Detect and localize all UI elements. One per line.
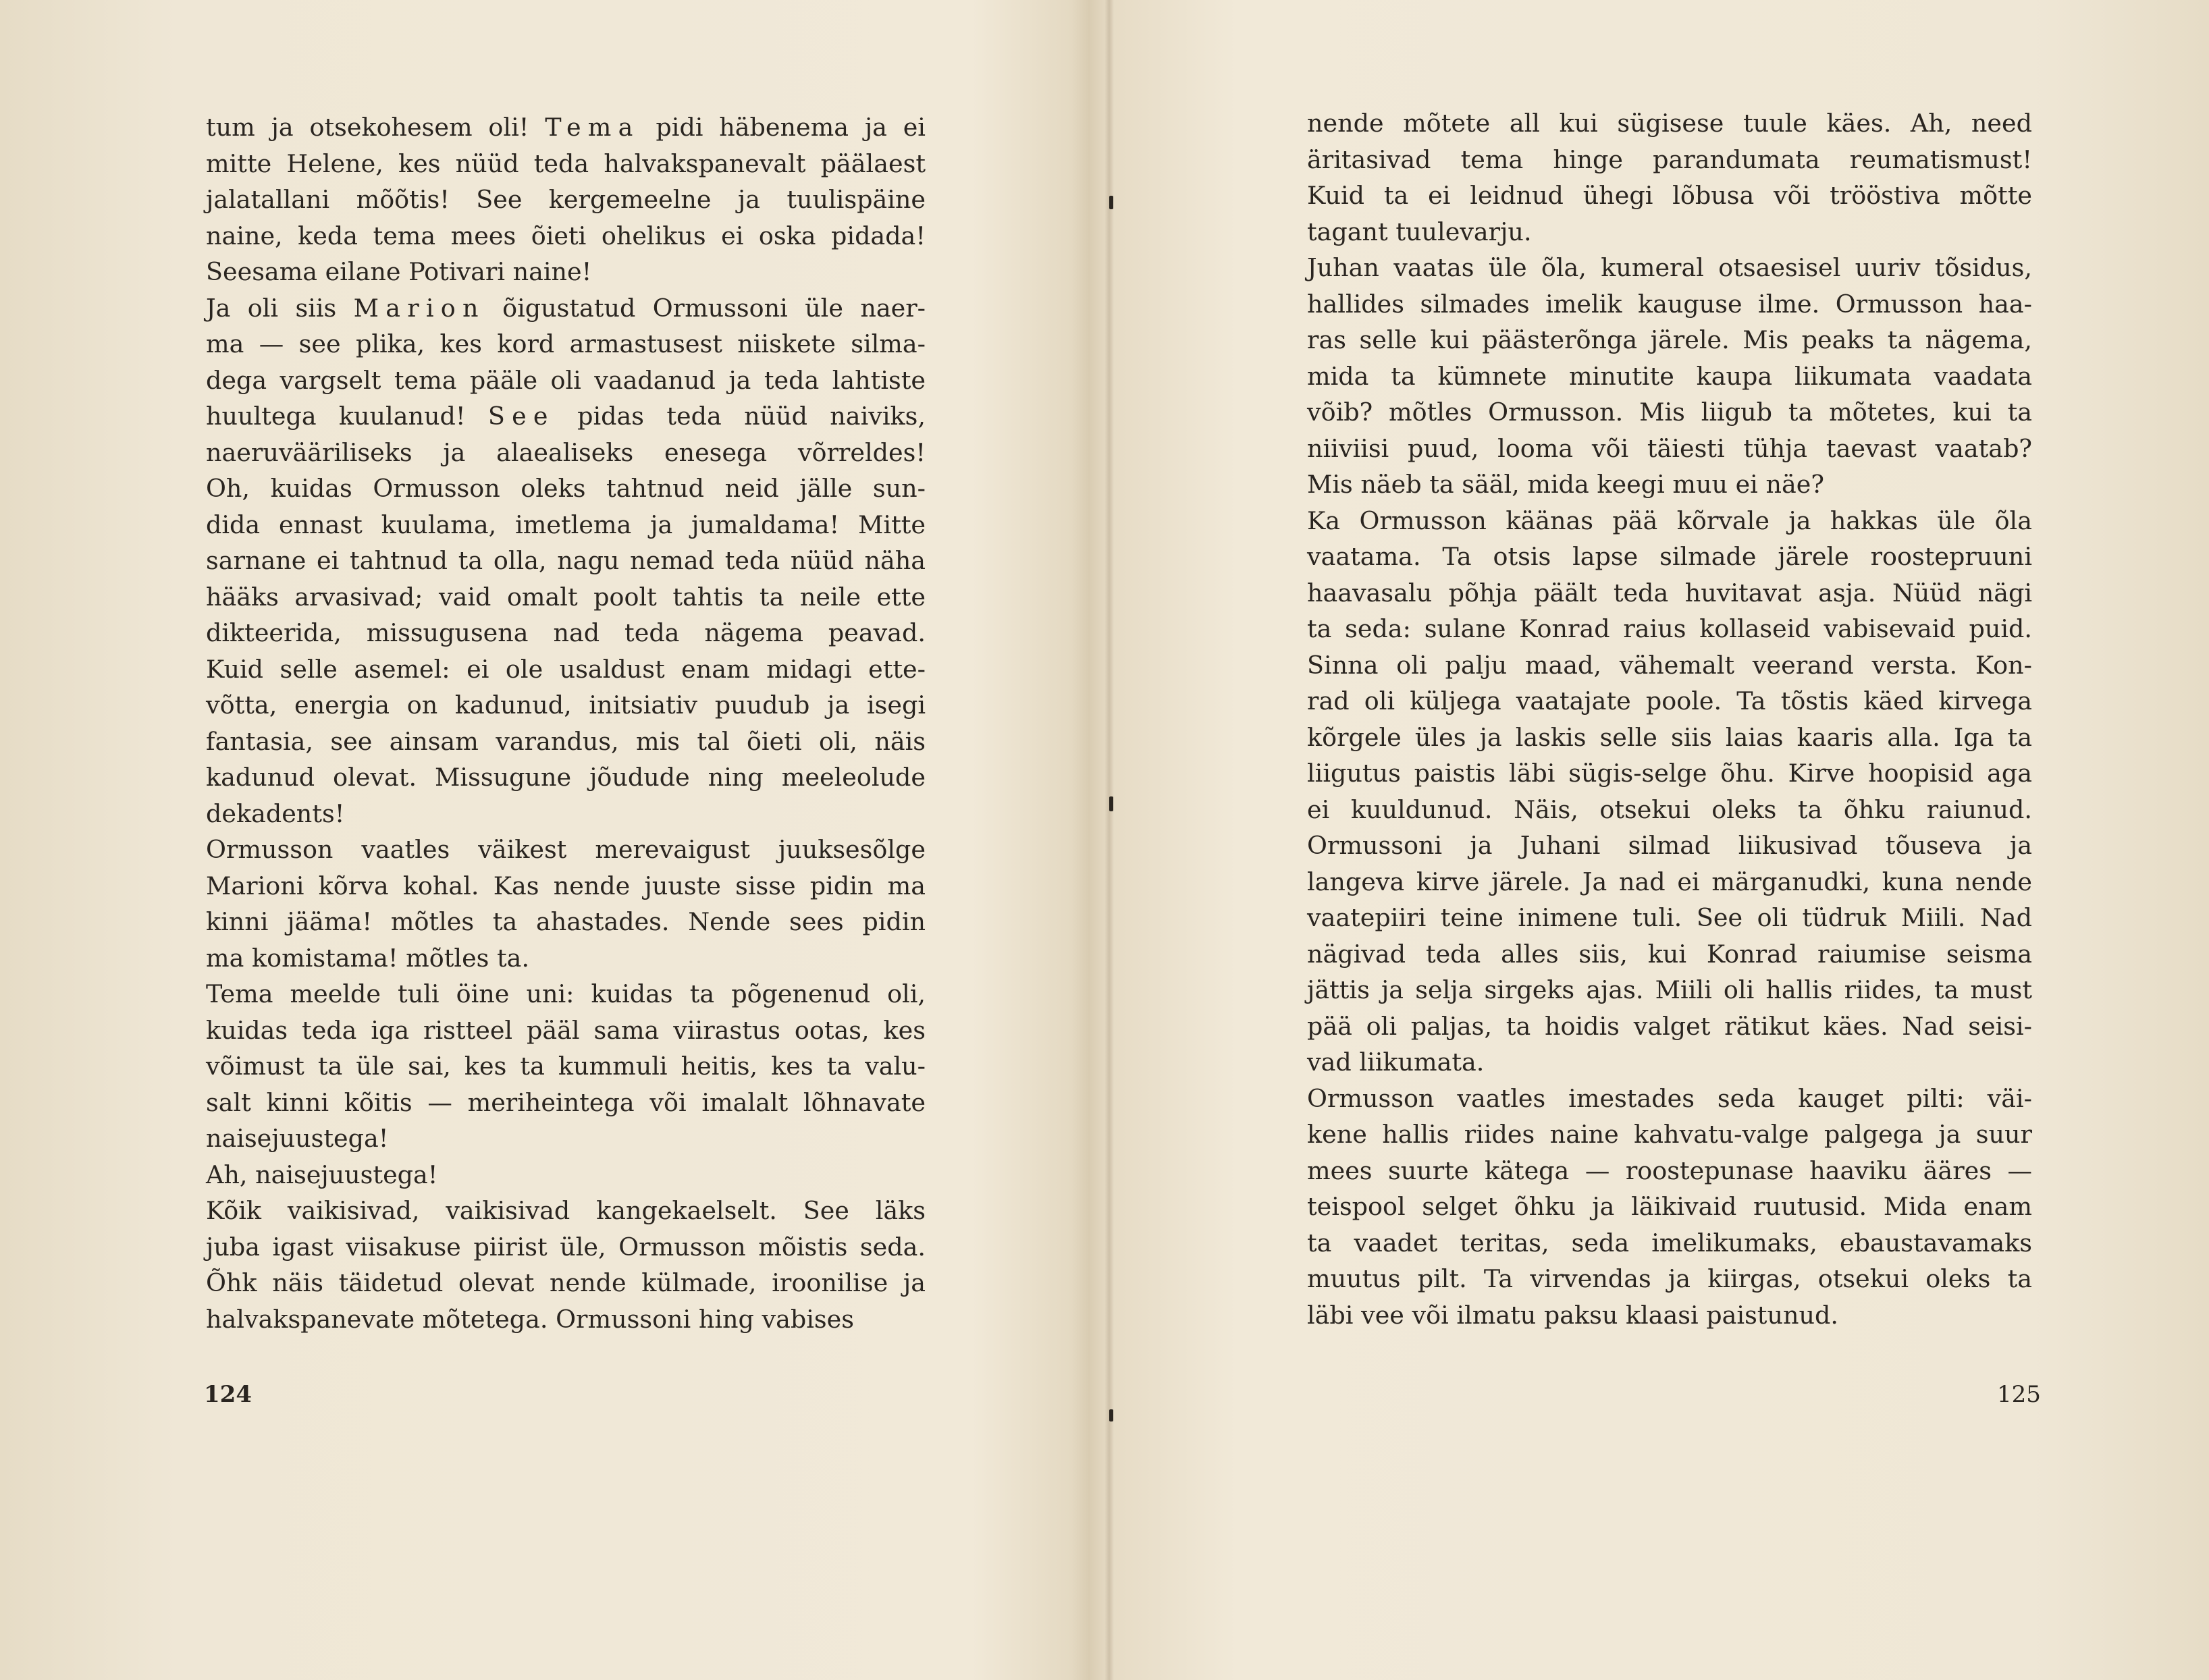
text-line: Tema meelde tuli öine uni: kuidas ta põgenenud oli, (206, 979, 926, 1008)
text-line: ta seda: sulane Konrad raius kollaseid vabisevaid puid. (1307, 614, 2032, 643)
text-line: Kuid selle asemel: ei ole usaldust enam midagi ette- (206, 654, 926, 684)
text-line: ei kuuldunud. Näis, otsekui oleks ta õhku raiunud. (1307, 794, 2032, 824)
text-line: pää oli paljas, ta hoidis valget rätikut käes. Nad seisi- (1307, 1011, 2032, 1041)
text-line: mees suurte kätega — roostepunase haaviku ääres — (1307, 1156, 2032, 1185)
text-line: naine, keda tema mees õieti ohelikus ei oska pidada! (206, 221, 926, 250)
text-line: võtta, energia on kadunud, initsiativ puudub ja isegi (206, 690, 926, 720)
text-line: hallides silmades imelik kauguse ilme. Ormusson haa- (1307, 289, 2032, 319)
text-line: Ormusson vaatles väikest merevaigust juuksesõlge (206, 835, 926, 864)
text-line: dikteerida, missugusena nad teda nägema peavad. (206, 618, 926, 647)
text-line: haavasalu põhja päält teda huvitavat asja. Nüüd nägi (1307, 578, 2032, 607)
text-line: dida ennast kuulama, imetlema ja jumaldama! Mitte (206, 510, 926, 539)
text-line: muutus pilt. Ta virvendas ja kiirgas, otsekui oleks ta (1307, 1264, 2032, 1293)
left-page-text (206, 109, 926, 1337)
text-line: võimust ta üle sai, kes ta kummuli heitis, kes ta valu- (206, 1052, 926, 1081)
text-line: rad oli küljega vaatajate poole. Ta tõstis käed kirvega (1307, 686, 2032, 715)
text-line: vaatama. Ta otsis lapse silmade järele roostepruuni (1307, 542, 2032, 571)
text-line: sarnane ei tahtnud ta olla, nagu nemad teda nüüd näha (206, 546, 926, 575)
text-line: Kõik vaikisivad, vaikisivad kangekaelselt. See läks (206, 1196, 926, 1225)
left-page-number: 124 (204, 1381, 252, 1408)
text-line: vaatepiiri teine inimene tuli. See oli tüdruk Miili. Nad (1307, 903, 2032, 932)
text-line: Ja oli siis Marion õigustatud Ormussoni üle naer- (206, 293, 926, 323)
text-line: langeva kirve järele. Ja nad ei märganudki, kuna nende (1307, 867, 2032, 896)
text-line: nägivad teda alles siis, kui Konrad raiumise seisma (1307, 939, 2032, 969)
text-line: Marioni kõrva kohal. Kas nende juuste sisse pidin ma (206, 871, 926, 900)
text-line: naeruvääriliseks ja alaealiseks enesega võrreldes! (206, 437, 926, 467)
text-line: kadunud olevat. Missugune jõudude ning meeleolude (206, 763, 926, 792)
text-line: hääks arvasivad; vaid omalt poolt tahtis ta neile ette (206, 582, 926, 612)
text-line: võib? mõtles Ormusson. Mis liigub ta mõtetes, kui ta (1307, 398, 2032, 427)
gutter-stitch-mark (1109, 1409, 1113, 1421)
text-line: dekadents! (206, 798, 345, 828)
text-line: Mis näeb ta sääl, mida keegi muu ei näe? (1307, 470, 1824, 499)
text-line: mida ta kümnete minutite kaupa liikumata vaadata (1307, 361, 2032, 391)
text-line: ras selle kui päästerõnga järele. Mis peaks ta nägema, (1307, 325, 2032, 354)
text-line: niiviisi puud, looma või täiesti tühja taevast vaatab? (1307, 433, 2032, 463)
text-line: läbi vee või ilmatu paksu klaasi paistunud. (1307, 1300, 1838, 1330)
text-line: Seesama eilane Potivari naine! (206, 257, 592, 286)
text-line: vad liikumata. (1307, 1048, 1485, 1077)
right-page-text (1307, 105, 2032, 1333)
text-line: tum ja otsekohesem oli! Tema pidi häbenema ja ei (206, 113, 926, 142)
text-line: juba igast viisakuse piirist üle, Ormusson mõistis seda. (206, 1232, 926, 1262)
text-line: mitte Helene, kes nüüd teda halvakspanevalt päälaest (206, 148, 926, 178)
gutter-stitch-mark (1109, 196, 1113, 209)
text-line: kene hallis riides naine kahvatu-valge palgega ja suur (1307, 1120, 2032, 1149)
text-line: ma komistama! mõtles ta. (206, 943, 530, 973)
text-line: nende mõtete all kui sügisese tuule käes. Ah, need (1307, 109, 2032, 138)
text-line: teispool selget õhku ja läikivaid ruutusid. Mida enam (1307, 1192, 2032, 1221)
text-line: halvakspanevate mõtetega. Ormussoni hing vabises (206, 1304, 854, 1334)
text-line: ta vaadet teritas, seda imelikumaks, ebaustavamaks (1307, 1228, 2032, 1257)
text-line: kinni jääma! mõtles ta ahastades. Nende sees pidin (206, 907, 926, 936)
text-line: tagant tuulevarju. (1307, 217, 1532, 246)
text-line: liigutus paistis läbi sügis-selge õhu. Kirve hoopisid aga (1307, 759, 2032, 788)
text-line: Ormusson vaatles imestades seda kauget pilti: väi- (1307, 1083, 2032, 1113)
text-line: Kuid ta ei leidnud ühegi lõbusa või trööstiva mõtte (1307, 181, 2032, 210)
gutter-stitch-mark (1109, 796, 1113, 811)
text-line: fantasia, see ainsam varandus, mis tal õieti oli, näis (206, 726, 926, 756)
text-line: Ah, naisejuustega! (206, 1160, 438, 1189)
right-page-number: 125 (1997, 1381, 2041, 1408)
text-line: Ka Ormusson käänas pää kõrvale ja hakkas üle õla (1307, 506, 2032, 535)
text-line: jalatallani mõõtis! See kergemeelne ja tuulispäine (206, 185, 926, 214)
right-page (1114, 0, 2209, 1680)
text-line: Juhan vaatas üle õla, kumeral otsaesisel uuriv tõsidus, (1307, 253, 2032, 282)
text-line: Sinna oli palju maad, vähemalt veerand versta. Kon- (1307, 650, 2032, 680)
text-line: Oh, kuidas Ormusson oleks tahtnud neid jälle sun- (206, 474, 926, 503)
text-line: huultega kuulanud! See pidas teda nüüd naiviks, (206, 402, 926, 431)
text-line: Õhk näis täidetud olevat nende külmade, iroonilise ja (206, 1268, 926, 1297)
text-line: Ormussoni ja Juhani silmad liikusivad tõuseva ja (1307, 831, 2032, 860)
text-line: kuidas teda iga ristteel pääl sama viirastus ootas, kes (206, 1015, 926, 1045)
text-line: äritasivad tema hinge parandumata reumatismust! (1307, 144, 2032, 174)
text-line: naisejuustega! (206, 1124, 389, 1153)
text-line: ma — see plika, kes kord armastusest niiskete silma- (206, 329, 926, 358)
text-line: jättis ja selja sirgeks ajas. Miili oli hallis riides, ta must (1307, 975, 2032, 1004)
text-line: salt kinni kõitis — meriheintega või imalalt lõhnavate (206, 1087, 926, 1117)
text-line: dega vargselt tema pääle oli vaadanud ja teda lahtiste (206, 365, 926, 395)
text-line: kõrgele üles ja laskis selle siis laias kaaris alla. Iga ta (1307, 722, 2032, 752)
